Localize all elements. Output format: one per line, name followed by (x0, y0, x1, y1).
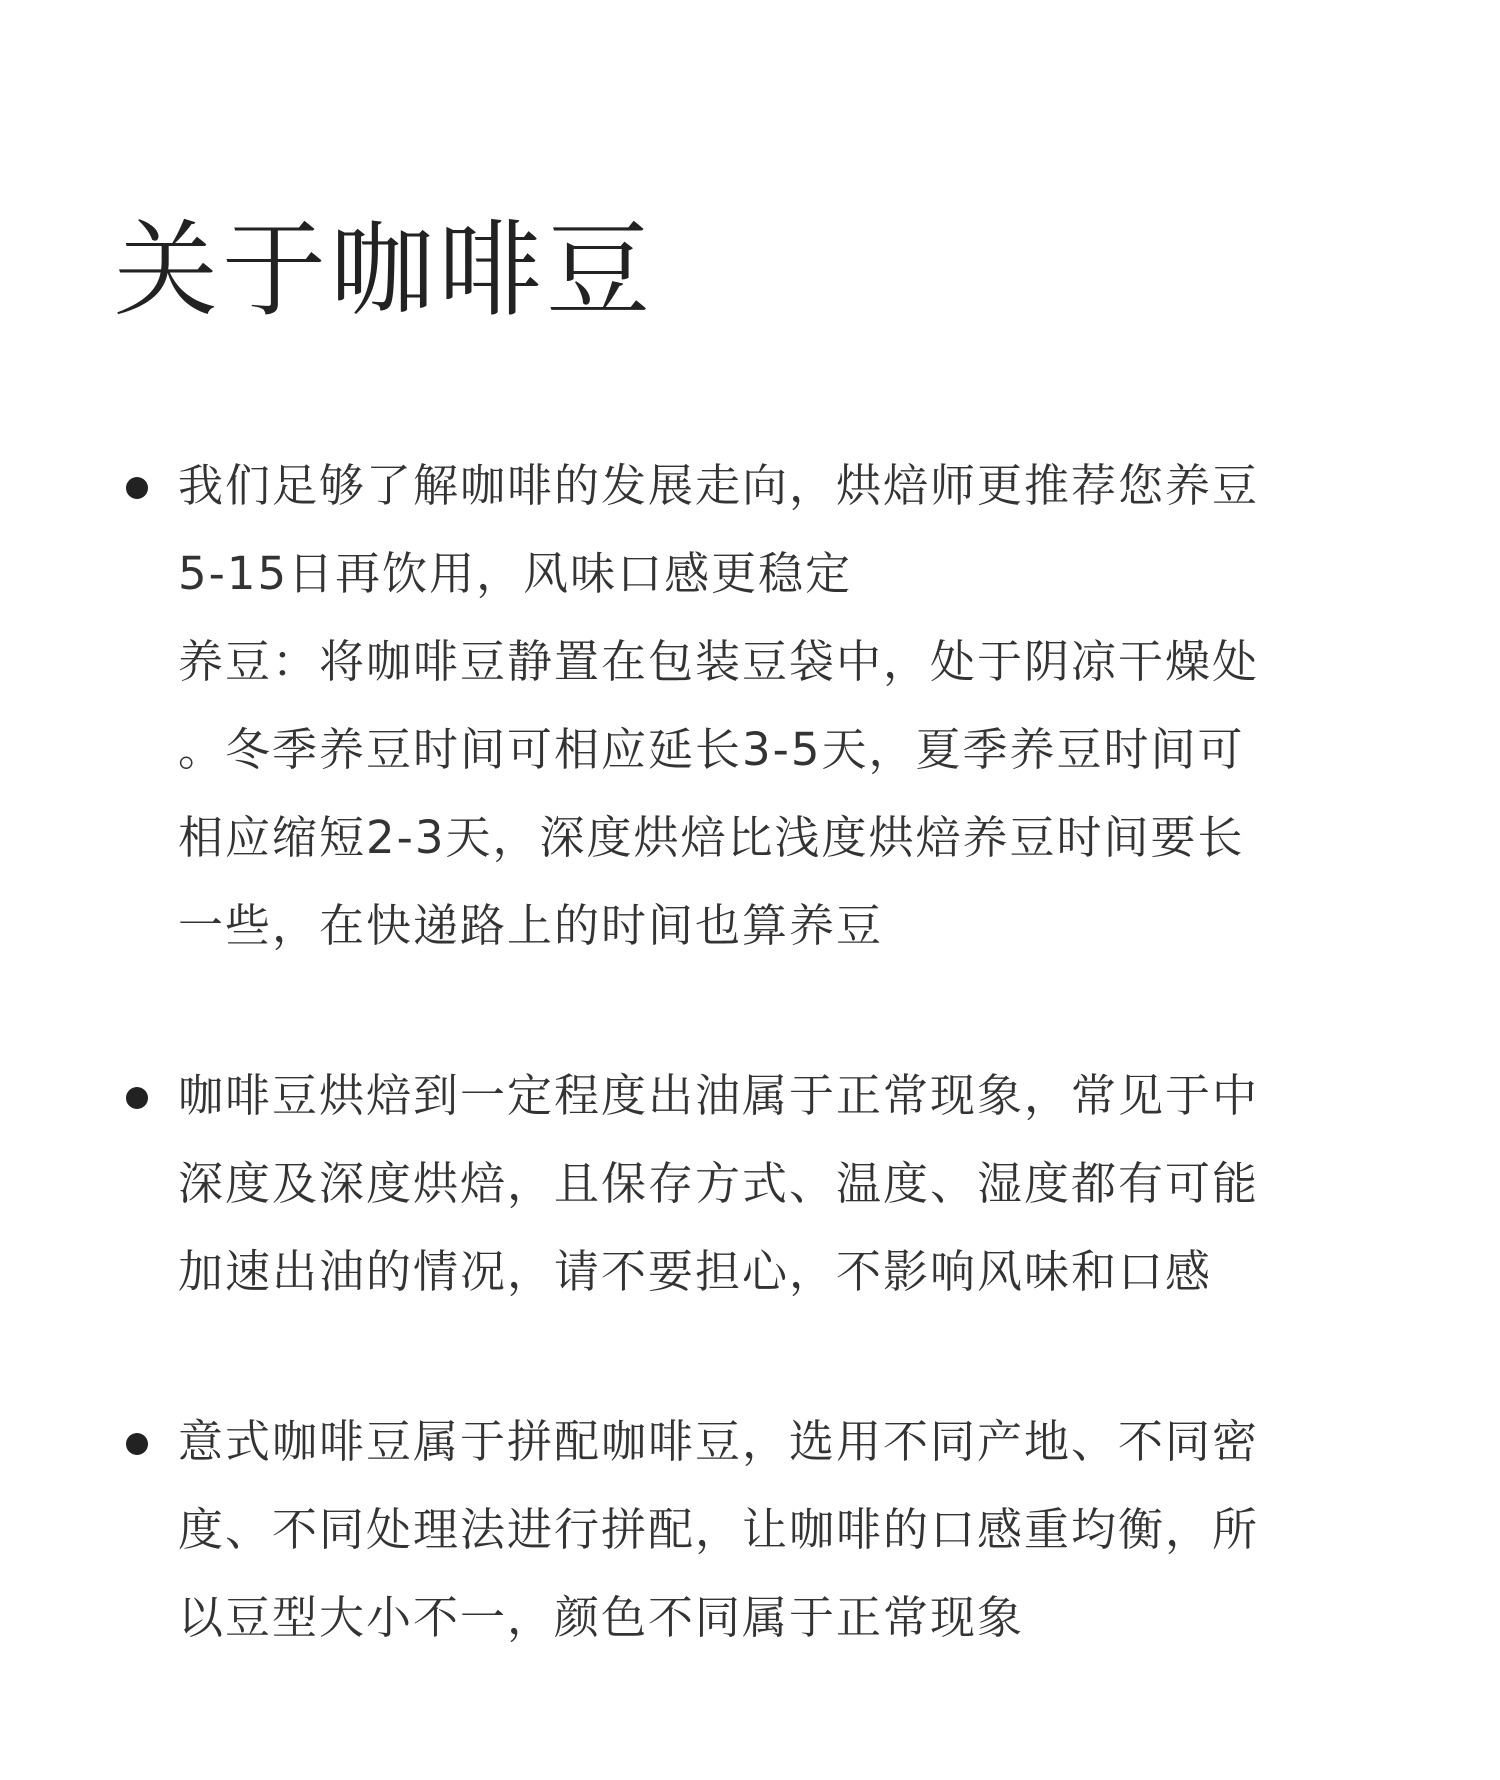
bullet-text (178, 1398, 1354, 1662)
text-line: 度、不同处理法进行拼配，让咖啡的口感重均衡，所 (178, 1503, 1260, 1556)
text-line: 以豆型大小不一，颜色不同属于正常现象 (178, 1591, 1025, 1644)
list-item (114, 1052, 1354, 1316)
text-line: 咖啡豆烘焙到一定程度出油属于正常现象，常见于中 (178, 1069, 1260, 1122)
text-line: 我们足够了解咖啡的发展走向，烘焙师更推荐您养豆 (178, 459, 1260, 512)
bullet-dot-icon (126, 1087, 148, 1109)
text-line: 相应缩短2-3天，深度烘焙比浅度烘焙养豆时间要长 (178, 811, 1245, 864)
bullet-text (178, 1052, 1354, 1316)
text-line: 意式咖啡豆属于拼配咖啡豆，选用不同产地、不同密 (178, 1415, 1260, 1468)
bullet-list (114, 442, 1354, 1662)
text-line: 一些，在快递路上的时间也算养豆 (178, 899, 884, 952)
text-line: 。冬季养豆时间可相应延长3-5天，夏季养豆时间可 (178, 723, 1245, 776)
text-line: 加速出油的情况，请不要担心，不影响风味和口感 (178, 1245, 1213, 1298)
bullet-dot-icon (126, 477, 148, 499)
bullet-dot-icon (126, 1433, 148, 1455)
text-line: 5-15日再饮用，风味口感更稳定 (178, 547, 853, 600)
text-line: 深度及深度烘焙，且保存方式、温度、湿度都有可能 (178, 1157, 1260, 1210)
bullet-text (178, 442, 1354, 970)
list-item (114, 1398, 1354, 1662)
page-title: 关于咖啡豆 (114, 209, 655, 331)
list-item (114, 442, 1354, 970)
text-line: 养豆：将咖啡豆静置在包装豆袋中，处于阴凉干燥处 (178, 635, 1260, 688)
